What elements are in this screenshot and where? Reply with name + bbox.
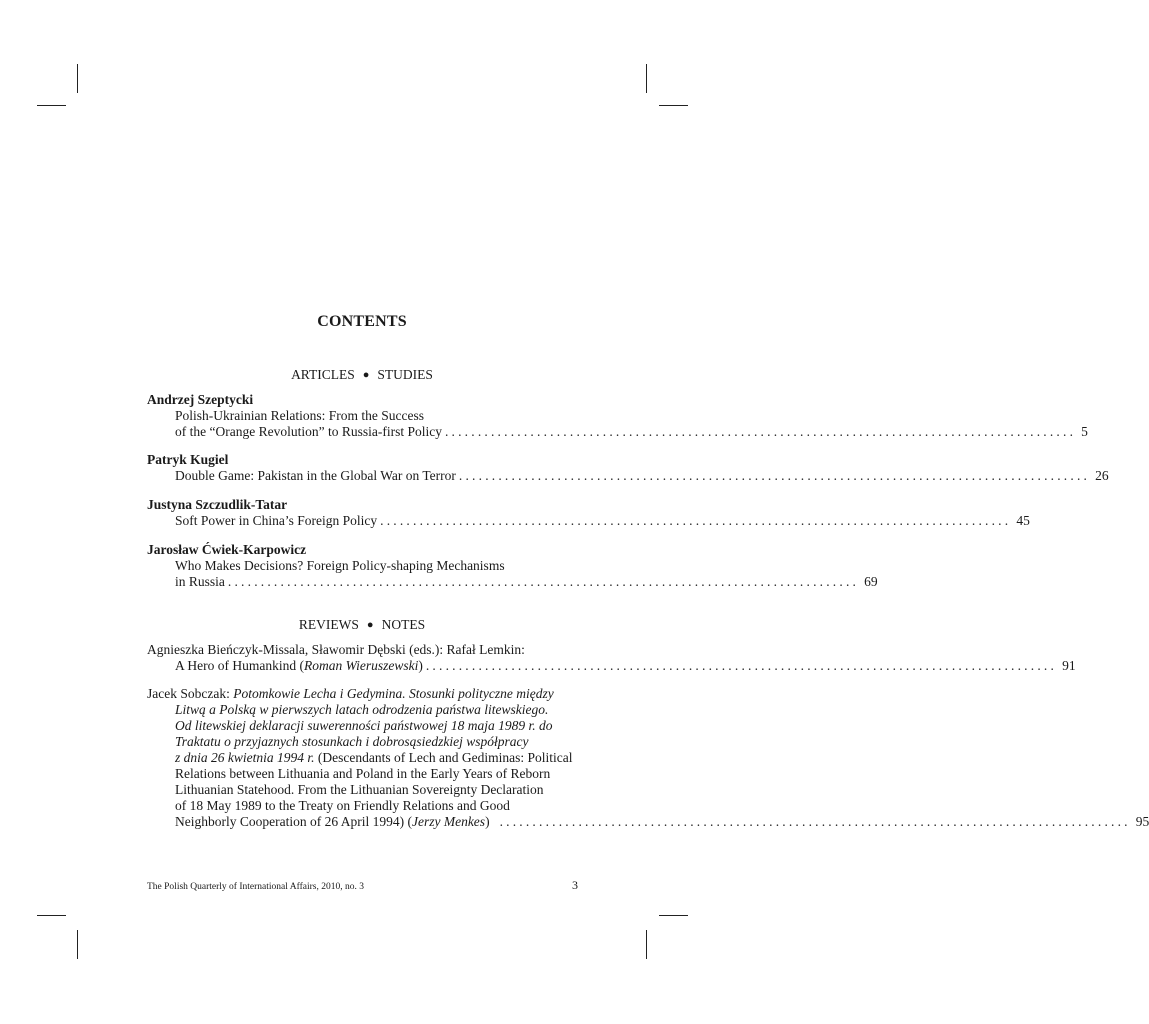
toc-entry[interactable] xyxy=(147,686,1149,830)
entry-page-number: 95 xyxy=(1135,814,1149,829)
crop-mark-bottom-right-h xyxy=(659,915,688,916)
entry-page-number: 45 xyxy=(1016,513,1030,528)
entry-title-leader: Soft Power in China’s Foreign Policy ................................................................................................ 45 xyxy=(175,513,1030,528)
entry-title-leader: Neighborly Cooperation of 26 April 1994) (Jerzy Menkes) ................................................................................................ 95 xyxy=(175,814,1149,829)
crop-mark-top-left-v xyxy=(77,64,78,93)
entry-title-line: Relations between Lithuania and Poland in the Early Years of Reborn xyxy=(175,766,551,781)
entry-author: Andrzej Szeptycki xyxy=(147,392,254,407)
entry-author: Justyna Szczudlik-Tatar xyxy=(147,497,288,512)
crop-mark-top-right-v xyxy=(646,64,647,93)
dot-leader: ................................................................................................ xyxy=(425,658,1058,673)
entry-page-number: 91 xyxy=(1062,658,1076,673)
entry-page-number: 5 xyxy=(1081,424,1088,439)
entry-page-number: 26 xyxy=(1095,468,1109,483)
entry-author-line: Agnieszka Bieńczyk-Missala, Sławomir Dębski (eds.): Rafał Lemkin: xyxy=(147,642,525,657)
dot-leader: ................................................................................................ xyxy=(227,574,860,589)
entry-page-number: 69 xyxy=(864,574,878,589)
reviewer-name: Jerzy Menkes xyxy=(411,814,486,829)
crop-mark-bottom-right-v xyxy=(646,930,647,959)
section-heading-reviews: REVIEWS ● NOTES xyxy=(298,617,426,632)
entry-title-line: Lithuanian Statehood. From the Lithuanian Sovereignty Declaration xyxy=(175,782,544,797)
entry-title-leader: A Hero of Humankind (Roman Wieruszewski) ................................................................................................ 91 xyxy=(175,658,1076,673)
toc-entry[interactable] xyxy=(147,642,1076,674)
crop-mark-bottom-left-v xyxy=(77,930,78,959)
entry-author: Jarosław Ćwiek-Karpowicz xyxy=(147,542,307,557)
dot-leader: ................................................................................................ xyxy=(444,424,1077,439)
footer-journal-citation: The Polish Quarterly of International Affairs, 2010, no. 3 xyxy=(147,882,364,892)
entry-author: Patryk Kugiel xyxy=(147,452,229,467)
page-number: 3 xyxy=(572,878,578,892)
entry-title-line: of 18 May 1989 to the Treaty on Friendly Relations and Good xyxy=(175,798,510,813)
section-heading-articles: ARTICLES ● STUDIES xyxy=(291,367,433,382)
toc-entry[interactable] xyxy=(147,392,1088,440)
entry-author-line: Jacek Sobczak: Potomkowie Lecha i Gedymina. Stosunki polityczne między xyxy=(147,686,554,701)
entry-title-leader: Double Game: Pakistan in the Global War on Terror ................................................................................................ 26 xyxy=(175,468,1109,483)
bullet-icon: ● xyxy=(362,369,370,381)
page-title: CONTENTS xyxy=(317,313,407,330)
crop-mark-top-left-h xyxy=(37,105,66,106)
entry-title-leader: in Russia ................................................................................................ 69 xyxy=(175,574,878,589)
toc-entry[interactable] xyxy=(147,452,1109,484)
bullet-icon: ● xyxy=(366,619,374,631)
crop-mark-top-right-h xyxy=(659,105,688,106)
dot-leader: ................................................................................................ xyxy=(499,814,1131,829)
entry-title-line: Litwą a Polską w pierwszych latach odrodzenia państwa litewskiego. xyxy=(175,702,549,717)
entry-title-line: Polish-Ukrainian Relations: From the Success xyxy=(175,408,424,423)
dot-leader: ................................................................................................ xyxy=(380,513,1012,528)
reviewer-name: Roman Wieruszewski xyxy=(303,658,419,673)
dot-leader: ................................................................................................ xyxy=(458,468,1091,483)
toc-entry[interactable] xyxy=(147,542,878,590)
entry-title-line: z dnia 26 kwietnia 1994 r. (Descendants of Lech and Gediminas: Political xyxy=(175,750,573,765)
entry-title-line: Od litewskiej deklaracji suwerenności państwowej 18 maja 1989 r. do xyxy=(175,718,553,733)
crop-mark-bottom-left-h xyxy=(37,915,66,916)
entry-title-line: Who Makes Decisions? Foreign Policy-shaping Mechanisms xyxy=(175,558,505,573)
toc-entry[interactable] xyxy=(147,497,1030,529)
entry-title-line: Traktatu o przyjaznych stosunkach i dobrosąsiedzkiej współpracy xyxy=(175,734,529,749)
entry-title-leader: of the “Orange Revolution” to Russia-first Policy ................................................................................................ 5 xyxy=(175,424,1088,439)
